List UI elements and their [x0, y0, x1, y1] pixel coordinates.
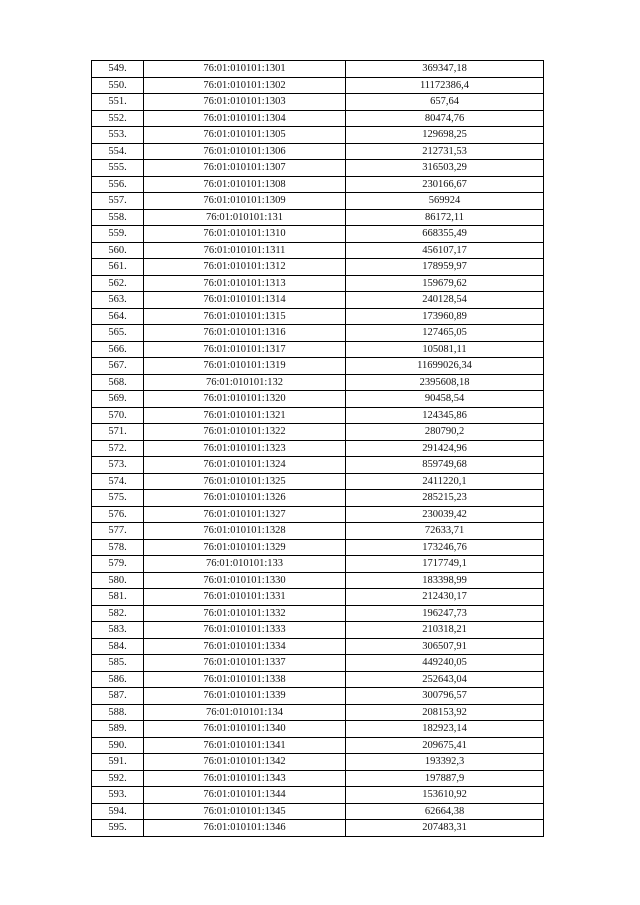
value-cell: 173960,89 — [346, 308, 544, 325]
cadastral-number-cell: 76:01:010101:1313 — [144, 275, 346, 292]
value-cell: 178959,97 — [346, 259, 544, 276]
table-row — [92, 176, 544, 193]
table-row — [92, 506, 544, 523]
value-cell: 11172386,4 — [346, 77, 544, 94]
table-row — [92, 803, 544, 820]
table-row — [92, 127, 544, 144]
table-row — [92, 688, 544, 705]
table-row — [92, 704, 544, 721]
table-row — [92, 242, 544, 259]
table-row — [92, 209, 544, 226]
cadastral-number-cell: 76:01:010101:1309 — [144, 193, 346, 210]
cadastral-number-cell: 76:01:010101:1315 — [144, 308, 346, 325]
value-cell: 291424,96 — [346, 440, 544, 457]
value-cell: 668355,49 — [346, 226, 544, 243]
row-number-cell: 592. — [92, 770, 144, 787]
row-number-cell: 568. — [92, 374, 144, 391]
cadastral-number-cell: 76:01:010101:1324 — [144, 457, 346, 474]
row-number-cell: 556. — [92, 176, 144, 193]
table-row — [92, 374, 544, 391]
cadastral-number-cell: 76:01:010101:1327 — [144, 506, 346, 523]
table-row — [92, 820, 544, 837]
value-cell: 306507,91 — [346, 638, 544, 655]
cadastral-number-cell: 76:01:010101:133 — [144, 556, 346, 573]
row-number-cell: 595. — [92, 820, 144, 837]
row-number-cell: 584. — [92, 638, 144, 655]
row-number-cell: 582. — [92, 605, 144, 622]
value-cell: 129698,25 — [346, 127, 544, 144]
value-cell: 230166,67 — [346, 176, 544, 193]
cadastral-number-cell: 76:01:010101:1340 — [144, 721, 346, 738]
row-number-cell: 562. — [92, 275, 144, 292]
cadastral-number-cell: 76:01:010101:1345 — [144, 803, 346, 820]
cadastral-number-cell: 76:01:010101:1320 — [144, 391, 346, 408]
value-cell: 252643,04 — [346, 671, 544, 688]
row-number-cell: 560. — [92, 242, 144, 259]
table-row — [92, 787, 544, 804]
cadastral-number-cell: 76:01:010101:1321 — [144, 407, 346, 424]
table-row — [92, 391, 544, 408]
row-number-cell: 567. — [92, 358, 144, 375]
cadastral-number-cell: 76:01:010101:1329 — [144, 539, 346, 556]
cadastral-number-cell: 76:01:010101:1337 — [144, 655, 346, 672]
row-number-cell: 590. — [92, 737, 144, 754]
row-number-cell: 594. — [92, 803, 144, 820]
table-row — [92, 94, 544, 111]
cadastral-table — [91, 60, 544, 837]
table-row — [92, 473, 544, 490]
cadastral-number-cell: 76:01:010101:1305 — [144, 127, 346, 144]
cadastral-number-cell: 76:01:010101:1323 — [144, 440, 346, 457]
cadastral-number-cell: 76:01:010101:1344 — [144, 787, 346, 804]
cadastral-number-cell: 76:01:010101:1322 — [144, 424, 346, 441]
value-cell: 209675,41 — [346, 737, 544, 754]
cadastral-number-cell: 76:01:010101:1343 — [144, 770, 346, 787]
cadastral-number-cell: 76:01:010101:1333 — [144, 622, 346, 639]
cadastral-number-cell: 76:01:010101:1330 — [144, 572, 346, 589]
row-number-cell: 585. — [92, 655, 144, 672]
cadastral-number-cell: 76:01:010101:131 — [144, 209, 346, 226]
row-number-cell: 559. — [92, 226, 144, 243]
value-cell: 369347,18 — [346, 61, 544, 78]
cadastral-number-cell: 76:01:010101:132 — [144, 374, 346, 391]
row-number-cell: 558. — [92, 209, 144, 226]
value-cell: 153610,92 — [346, 787, 544, 804]
table-row — [92, 605, 544, 622]
value-cell: 159679,62 — [346, 275, 544, 292]
cadastral-number-cell: 76:01:010101:1308 — [144, 176, 346, 193]
cadastral-number-cell: 76:01:010101:1304 — [144, 110, 346, 127]
table-row — [92, 226, 544, 243]
cadastral-number-cell: 76:01:010101:1301 — [144, 61, 346, 78]
table-row — [92, 325, 544, 342]
row-number-cell: 583. — [92, 622, 144, 639]
cadastral-number-cell: 76:01:010101:1302 — [144, 77, 346, 94]
value-cell: 72633,71 — [346, 523, 544, 540]
row-number-cell: 577. — [92, 523, 144, 540]
cadastral-number-cell: 76:01:010101:1332 — [144, 605, 346, 622]
row-number-cell: 549. — [92, 61, 144, 78]
cadastral-number-cell: 76:01:010101:1331 — [144, 589, 346, 606]
value-cell: 657,64 — [346, 94, 544, 111]
cadastral-number-cell: 76:01:010101:1346 — [144, 820, 346, 837]
value-cell: 124345,86 — [346, 407, 544, 424]
value-cell: 569924 — [346, 193, 544, 210]
table-row — [92, 143, 544, 160]
value-cell: 11699026,34 — [346, 358, 544, 375]
table-row — [92, 275, 544, 292]
cadastral-number-cell: 76:01:010101:1339 — [144, 688, 346, 705]
table-row — [92, 638, 544, 655]
cadastral-number-cell: 76:01:010101:1319 — [144, 358, 346, 375]
row-number-cell: 569. — [92, 391, 144, 408]
table-row — [92, 572, 544, 589]
cadastral-number-cell: 76:01:010101:1317 — [144, 341, 346, 358]
cadastral-number-cell: 76:01:010101:1326 — [144, 490, 346, 507]
row-number-cell: 553. — [92, 127, 144, 144]
value-cell: 280790,2 — [346, 424, 544, 441]
row-number-cell: 574. — [92, 473, 144, 490]
row-number-cell: 581. — [92, 589, 144, 606]
row-number-cell: 576. — [92, 506, 144, 523]
table-row — [92, 160, 544, 177]
row-number-cell: 593. — [92, 787, 144, 804]
cadastral-number-cell: 76:01:010101:1306 — [144, 143, 346, 160]
row-number-cell: 571. — [92, 424, 144, 441]
value-cell: 316503,29 — [346, 160, 544, 177]
row-number-cell: 570. — [92, 407, 144, 424]
value-cell: 193392,3 — [346, 754, 544, 771]
table-row — [92, 193, 544, 210]
value-cell: 210318,21 — [346, 622, 544, 639]
value-cell: 90458,54 — [346, 391, 544, 408]
table-row — [92, 770, 544, 787]
table-row — [92, 490, 544, 507]
value-cell: 127465,05 — [346, 325, 544, 342]
row-number-cell: 565. — [92, 325, 144, 342]
row-number-cell: 557. — [92, 193, 144, 210]
row-number-cell: 554. — [92, 143, 144, 160]
value-cell: 212731,53 — [346, 143, 544, 160]
value-cell: 208153,92 — [346, 704, 544, 721]
table-row — [92, 721, 544, 738]
table-row — [92, 523, 544, 540]
cadastral-number-cell: 76:01:010101:1303 — [144, 94, 346, 111]
row-number-cell: 579. — [92, 556, 144, 573]
row-number-cell: 580. — [92, 572, 144, 589]
value-cell: 80474,76 — [346, 110, 544, 127]
value-cell: 105081,11 — [346, 341, 544, 358]
cadastral-number-cell: 76:01:010101:1310 — [144, 226, 346, 243]
value-cell: 197887,9 — [346, 770, 544, 787]
table-row — [92, 358, 544, 375]
value-cell: 212430,17 — [346, 589, 544, 606]
row-number-cell: 578. — [92, 539, 144, 556]
value-cell: 183398,99 — [346, 572, 544, 589]
cadastral-number-cell: 76:01:010101:134 — [144, 704, 346, 721]
value-cell: 207483,31 — [346, 820, 544, 837]
table-row — [92, 671, 544, 688]
table-row — [92, 341, 544, 358]
table-row — [92, 737, 544, 754]
table-row — [92, 440, 544, 457]
value-cell: 173246,76 — [346, 539, 544, 556]
row-number-cell: 552. — [92, 110, 144, 127]
value-cell: 300796,57 — [346, 688, 544, 705]
cadastral-number-cell: 76:01:010101:1307 — [144, 160, 346, 177]
row-number-cell: 589. — [92, 721, 144, 738]
row-number-cell: 561. — [92, 259, 144, 276]
table-row — [92, 61, 544, 78]
row-number-cell: 555. — [92, 160, 144, 177]
cadastral-number-cell: 76:01:010101:1325 — [144, 473, 346, 490]
value-cell: 2395608,18 — [346, 374, 544, 391]
table-row — [92, 556, 544, 573]
cadastral-number-cell: 76:01:010101:1314 — [144, 292, 346, 309]
table-row — [92, 77, 544, 94]
table-row — [92, 754, 544, 771]
cadastral-number-cell: 76:01:010101:1342 — [144, 754, 346, 771]
table-row — [92, 539, 544, 556]
table-row — [92, 424, 544, 441]
cadastral-number-cell: 76:01:010101:1311 — [144, 242, 346, 259]
value-cell: 240128,54 — [346, 292, 544, 309]
cadastral-number-cell: 76:01:010101:1341 — [144, 737, 346, 754]
row-number-cell: 566. — [92, 341, 144, 358]
value-cell: 230039,42 — [346, 506, 544, 523]
cadastral-number-cell: 76:01:010101:1312 — [144, 259, 346, 276]
row-number-cell: 563. — [92, 292, 144, 309]
table-row — [92, 407, 544, 424]
value-cell: 196247,73 — [346, 605, 544, 622]
row-number-cell: 587. — [92, 688, 144, 705]
row-number-cell: 575. — [92, 490, 144, 507]
value-cell: 1717749,1 — [346, 556, 544, 573]
table-row — [92, 259, 544, 276]
row-number-cell: 550. — [92, 77, 144, 94]
table-row — [92, 457, 544, 474]
value-cell: 62664,38 — [346, 803, 544, 820]
row-number-cell: 564. — [92, 308, 144, 325]
table-row — [92, 655, 544, 672]
cadastral-number-cell: 76:01:010101:1334 — [144, 638, 346, 655]
table-row — [92, 589, 544, 606]
value-cell: 449240,05 — [346, 655, 544, 672]
table-row — [92, 292, 544, 309]
value-cell: 2411220,1 — [346, 473, 544, 490]
table-row — [92, 308, 544, 325]
value-cell: 86172,11 — [346, 209, 544, 226]
value-cell: 859749,68 — [346, 457, 544, 474]
table-row — [92, 622, 544, 639]
value-cell: 285215,23 — [346, 490, 544, 507]
row-number-cell: 573. — [92, 457, 144, 474]
table-row — [92, 110, 544, 127]
row-number-cell: 591. — [92, 754, 144, 771]
row-number-cell: 572. — [92, 440, 144, 457]
value-cell: 182923,14 — [346, 721, 544, 738]
cadastral-number-cell: 76:01:010101:1338 — [144, 671, 346, 688]
row-number-cell: 586. — [92, 671, 144, 688]
table-body — [92, 61, 544, 837]
cadastral-number-cell: 76:01:010101:1328 — [144, 523, 346, 540]
value-cell: 456107,17 — [346, 242, 544, 259]
row-number-cell: 551. — [92, 94, 144, 111]
cadastral-number-cell: 76:01:010101:1316 — [144, 325, 346, 342]
row-number-cell: 588. — [92, 704, 144, 721]
